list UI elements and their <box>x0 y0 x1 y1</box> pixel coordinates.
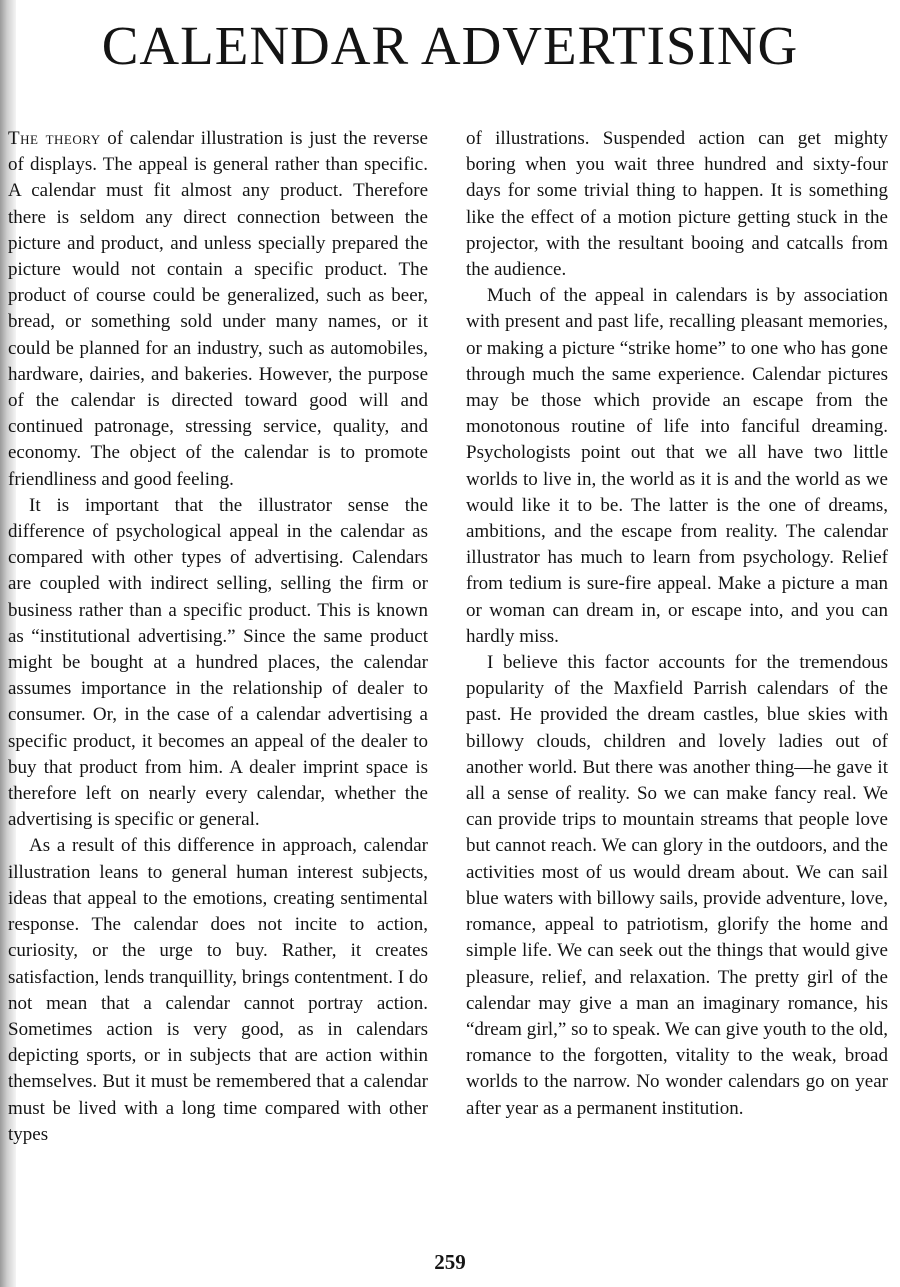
left-column <box>8 126 428 1148</box>
right-column <box>466 126 888 1122</box>
paragraph: As a result of this difference in approach, calendar illustration leans to general human interest subjects, ideas that appeal to the emotions, creating sentimental response. The calendar does not incite to action, curiosity, or the urge to buy. Rather, it creates satisfaction, lends tranquillity, brings contentment. I do not mean that a calendar cannot portray action. Sometimes action is very good, as in calendars depicting sports, or in subjects that are action within themselves. But it must be remembered that a calendar must be lived with a long time compared with other types <box>8 835 428 1145</box>
page-number: 259 <box>434 1250 466 1274</box>
paragraph <box>8 126 428 493</box>
paragraph: of illustrations. Suspended action can get mighty boring when you wait three hundred and sixty-four days for some trivial thing to happen. It is something like the effect of a motion picture getting stuck in the projector, with the resultant booing and catcalls from the audience. <box>466 128 888 281</box>
lead-in-smallcaps: The theory <box>8 128 101 149</box>
paragraph: It is important that the illustrator sense the difference of psychological appeal in the calendar as compared with other types of advertising. Calendars are coupled with indirect selling, selling the firm or business rather than a specific product. This is known as “institutional advertising.” Since the same product might be bought at a hundred places, the calendar assumes importance in the relationship of dealer to consumer. Or, in the case of a calendar advertising a specific product, it becomes an appeal of the dealer to buy that product from him. A dealer imprint space is therefore left on nearly every calendar, whether the advertising is specific or general. <box>8 494 428 831</box>
paragraph-text: of calendar illustration is just the reverse of displays. The appeal is general rather than specific. A calendar must fit almost any product. Therefore there is seldom any direct connection between the picture and product, and unless specially prepared the picture would not contain a specific product. The product of course could be generalized, such as beer, bread, or something sold under many names, or it could be planned for an industry, such as automobiles, hardware, dairies, and bakeries. However, the purpose of the calendar is directed toward good will and continued patronage, stressing service, quality, and economy. The object of the calendar is to promote friendliness and good feeling. <box>8 128 428 490</box>
paragraph: I believe this factor accounts for the tremendous popularity of the Maxfield Parrish calendars of the past. He provided the dream castles, blue skies with billowy clouds, children and lovely ladies out of another world. But there was another thing—he gave it all a sense of reality. So we can make fancy real. We can provide trips to mountain streams that people love but cannot reach. We can glory in the outdoors, and the activities most of us would dream about. We can sail blue waters with billowy sails, provide adventure, love, romance, appeal to patriotism, glorify the home and simple life. We can seek out the things that would give pleasure, relief, and relaxation. The pretty girl of the calendar may give a man an imaginary romance, his “dream girl,” so to speak. We can give youth to the old, romance to the forgotten, vitality to the weak, broad worlds to the narrow. No wonder calendars go on year after year as a permanent institution. <box>466 652 888 1119</box>
paragraph: Much of the appeal in calendars is by association with present and past life, recalling pleasant memories, or making a picture “strike home” to one who has gone through much the same experience. Calendar pictures may be those which provide an escape from the monotonous routine of life into fanciful dreaming. Psychologists point out that we all have two little worlds to live in, the world as it is and the world as we would like it to be. The latter is the one of dreams, ambitions, and the escape from reality. The calendar illustrator has much to learn from psychology. Relief from tedium is sure-fire appeal. Make a picture a man or woman can dream in, or escape into, and you can hardly miss. <box>466 285 888 647</box>
page-title: CALENDAR ADVERTISING <box>101 15 799 76</box>
